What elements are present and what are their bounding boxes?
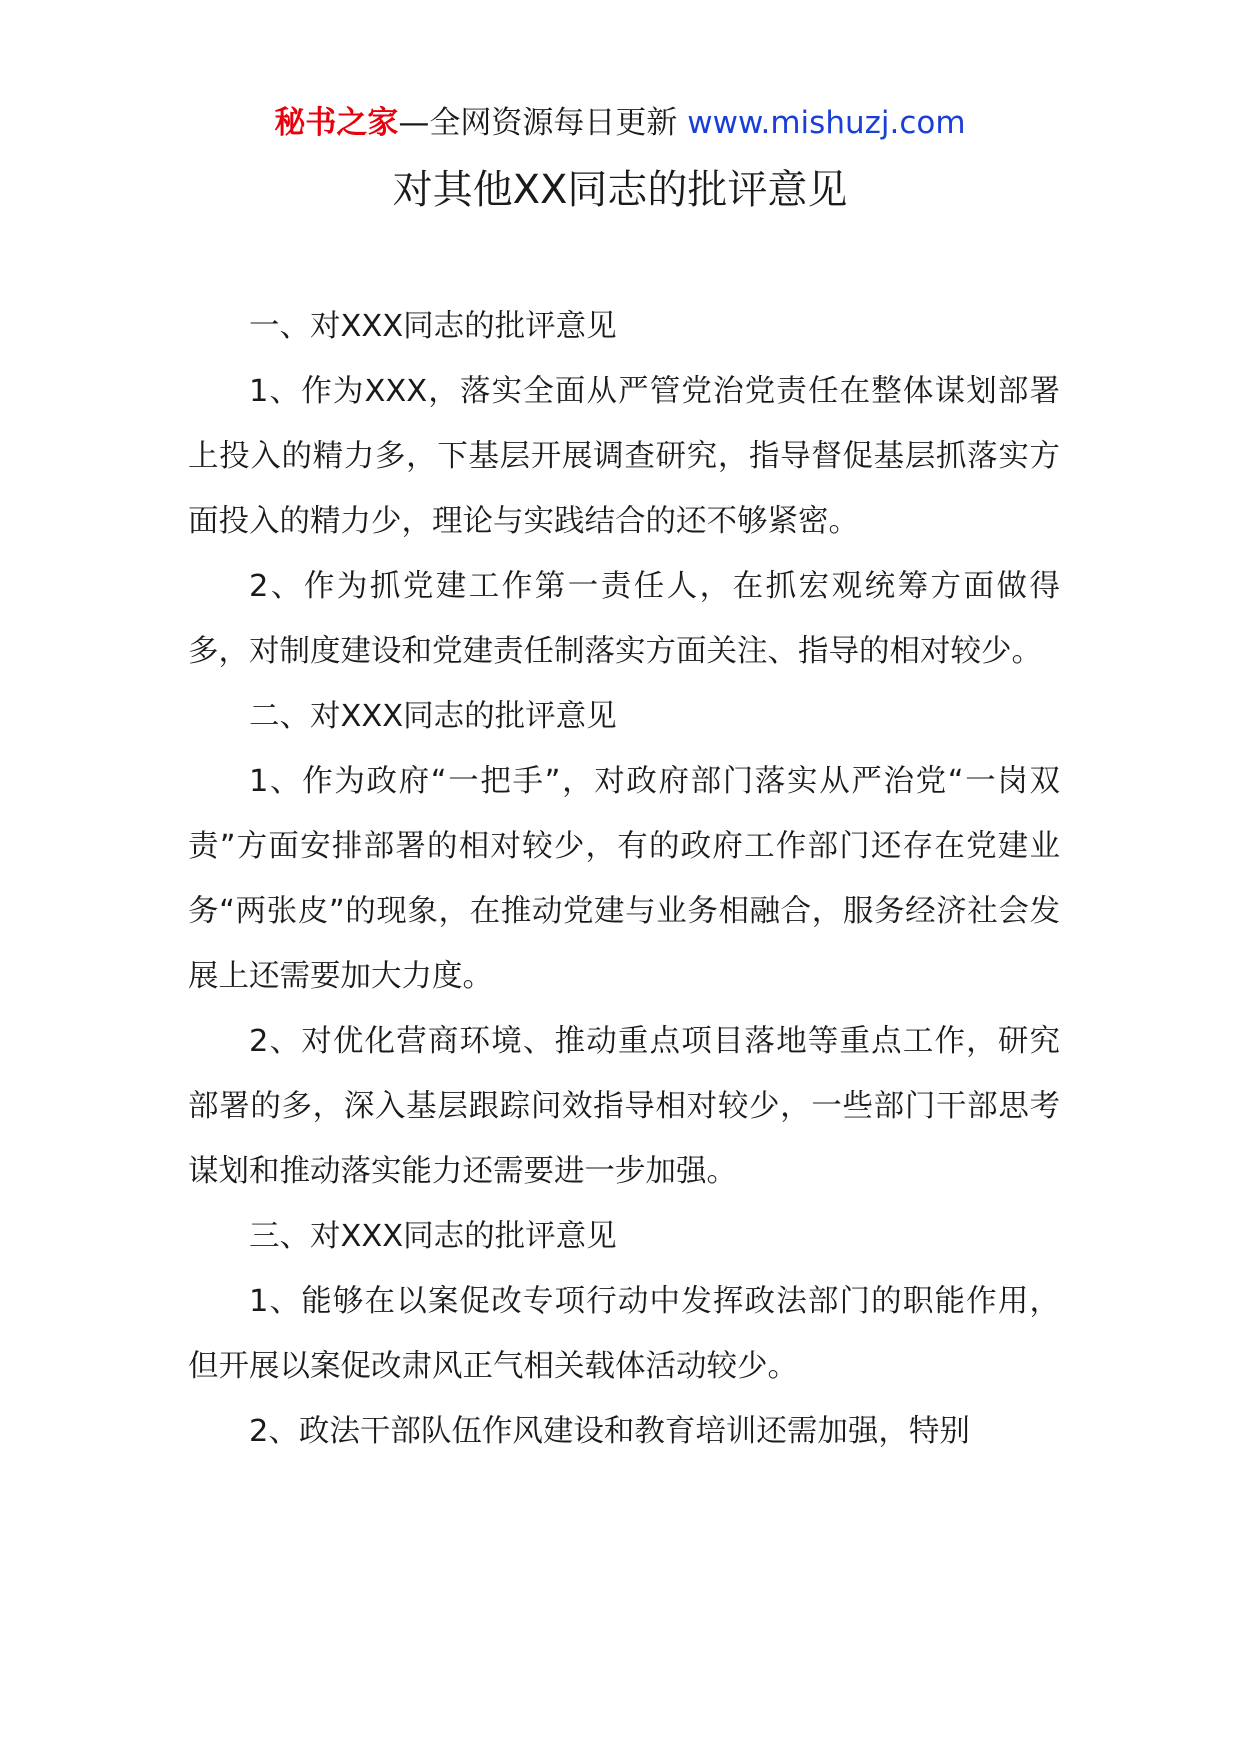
paragraph: 2、政法干部队伍作风建设和教育培训还需加强，特别	[249, 1414, 970, 1449]
paragraph: 1、作为政府“一把手”，对政府部门落实从严治党“一岗双责”方面安排部署的相对较少，有的政府工作部门还存在党建业务“两张皮”的现象，在推动党建与业务相融合，服务经济社会发展上还需要加大力度。	[188, 764, 1060, 994]
paragraph: 2、作为抓党建工作第一责任人，在抓宏观统筹方面做得多，对制度建设和党建责任制落实方面关注、指导的相对较少。	[188, 569, 1060, 669]
document-title: 对其他XX同志的批评意见	[392, 167, 848, 213]
header-slogan: —全网资源每日更新	[398, 105, 688, 141]
site-url: www.mishuzj.com	[687, 105, 966, 141]
section-heading: 一、对XXX同志的批评意见	[249, 309, 617, 344]
section-heading: 三、对XXX同志的批评意见	[249, 1219, 617, 1254]
section-heading: 二、对XXX同志的批评意见	[249, 699, 617, 734]
brand-name: 秘书之家	[274, 105, 399, 141]
watermark-header	[0, 100, 1240, 146]
paragraph: 1、作为XXX，落实全面从严管党治党责任在整体谋划部署上投入的精力多，下基层开展调查研究，指导督促基层抓落实方面投入的精力少，理论与实践结合的还不够紧密。	[188, 374, 1060, 539]
paragraph: 2、对优化营商环境、推动重点项目落地等重点工作，研究部署的多，深入基层跟踪问效指导相对较少，一些部门干部思考谋划和推动落实能力还需要进一步加强。	[188, 1024, 1060, 1189]
document-body	[188, 294, 1060, 1464]
paragraph: 1、能够在以案促改专项行动中发挥政法部门的职能作用，但开展以案促改肃风正气相关载体活动较少。	[188, 1284, 1060, 1384]
